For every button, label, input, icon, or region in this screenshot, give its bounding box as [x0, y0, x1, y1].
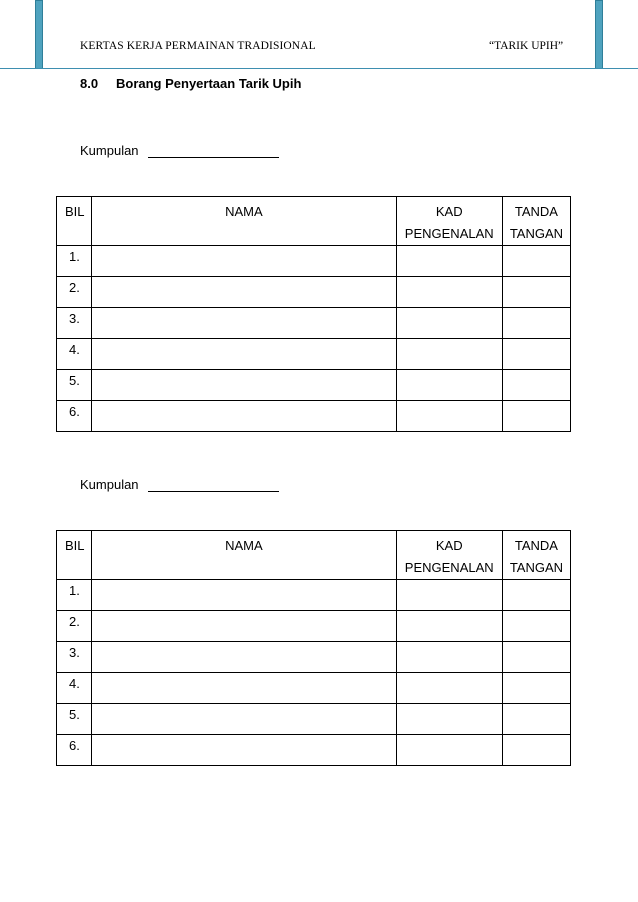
name-cell[interactable] — [92, 673, 397, 704]
group-label: Kumpulan — [80, 143, 139, 158]
row-number: 3. — [57, 308, 92, 339]
column-header-tanda-tangan: TANDA TANGAN — [502, 531, 570, 580]
signature-cell[interactable] — [502, 673, 570, 704]
signature-cell[interactable] — [502, 580, 570, 611]
signature-cell[interactable] — [502, 308, 570, 339]
row-number: 6. — [57, 735, 92, 766]
ic-cell[interactable] — [396, 370, 502, 401]
section-heading — [80, 76, 301, 91]
row-number: 1. — [57, 246, 92, 277]
table-row — [57, 339, 571, 370]
registration-table-2 — [56, 530, 571, 766]
ic-cell[interactable] — [396, 673, 502, 704]
ic-cell[interactable] — [396, 277, 502, 308]
row-number: 4. — [57, 339, 92, 370]
signature-cell[interactable] — [502, 401, 570, 432]
ic-cell[interactable] — [396, 704, 502, 735]
ic-cell[interactable] — [396, 246, 502, 277]
name-cell[interactable] — [92, 735, 397, 766]
table-row — [57, 277, 571, 308]
ic-cell[interactable] — [396, 735, 502, 766]
row-number: 5. — [57, 704, 92, 735]
column-header-kad-pengenalan: KAD PENGENALAN — [396, 531, 502, 580]
ic-cell[interactable] — [396, 642, 502, 673]
name-cell[interactable] — [92, 642, 397, 673]
table-header-row — [57, 531, 571, 580]
header-program-name: “TARIK UPIH” — [489, 40, 564, 52]
column-header-tanda-tangan: TANDA TANGAN — [502, 197, 570, 246]
name-cell[interactable] — [92, 339, 397, 370]
name-cell[interactable] — [92, 308, 397, 339]
table-header-row — [57, 197, 571, 246]
table-row — [57, 370, 571, 401]
table-row — [57, 704, 571, 735]
group-field-2 — [80, 477, 139, 492]
ic-cell[interactable] — [396, 339, 502, 370]
table-row — [57, 611, 571, 642]
signature-cell[interactable] — [502, 246, 570, 277]
registration-table-1 — [56, 196, 571, 432]
name-cell[interactable] — [92, 704, 397, 735]
group-field-1 — [80, 143, 139, 158]
column-header-bil: BIL — [57, 197, 92, 246]
name-cell[interactable] — [92, 401, 397, 432]
table-row — [57, 735, 571, 766]
row-number: 6. — [57, 401, 92, 432]
name-cell[interactable] — [92, 370, 397, 401]
signature-cell[interactable] — [502, 339, 570, 370]
section-number: 8.0 — [80, 76, 99, 91]
column-header-bil: BIL — [57, 531, 92, 580]
name-cell[interactable] — [92, 277, 397, 308]
table-row — [57, 401, 571, 432]
row-number: 4. — [57, 673, 92, 704]
signature-cell[interactable] — [502, 611, 570, 642]
table-row — [57, 246, 571, 277]
row-number: 5. — [57, 370, 92, 401]
signature-cell[interactable] — [502, 277, 570, 308]
group-name-blank-line[interactable] — [148, 491, 279, 492]
ic-cell[interactable] — [396, 611, 502, 642]
ic-cell[interactable] — [396, 580, 502, 611]
table-row — [57, 308, 571, 339]
name-cell[interactable] — [92, 611, 397, 642]
ic-cell[interactable] — [396, 308, 502, 339]
signature-cell[interactable] — [502, 704, 570, 735]
row-number: 2. — [57, 277, 92, 308]
column-header-nama: NAMA — [92, 197, 397, 246]
table-row — [57, 580, 571, 611]
ic-cell[interactable] — [396, 401, 502, 432]
section-title: Borang Penyertaan Tarik Upih — [116, 76, 302, 91]
header-document-title: KERTAS KERJA PERMAINAN TRADISIONAL — [80, 40, 316, 52]
group-label: Kumpulan — [80, 477, 139, 492]
column-header-nama: NAMA — [92, 531, 397, 580]
row-number: 2. — [57, 611, 92, 642]
table-row — [57, 642, 571, 673]
column-header-kad-pengenalan: KAD PENGENALAN — [396, 197, 502, 246]
header-accent-bar-right — [595, 0, 603, 69]
header-divider — [0, 68, 638, 69]
signature-cell[interactable] — [502, 735, 570, 766]
row-number: 3. — [57, 642, 92, 673]
group-name-blank-line[interactable] — [148, 157, 279, 158]
signature-cell[interactable] — [502, 370, 570, 401]
name-cell[interactable] — [92, 580, 397, 611]
name-cell[interactable] — [92, 246, 397, 277]
header-accent-bar-left — [35, 0, 43, 69]
table-row — [57, 673, 571, 704]
row-number: 1. — [57, 580, 92, 611]
signature-cell[interactable] — [502, 642, 570, 673]
